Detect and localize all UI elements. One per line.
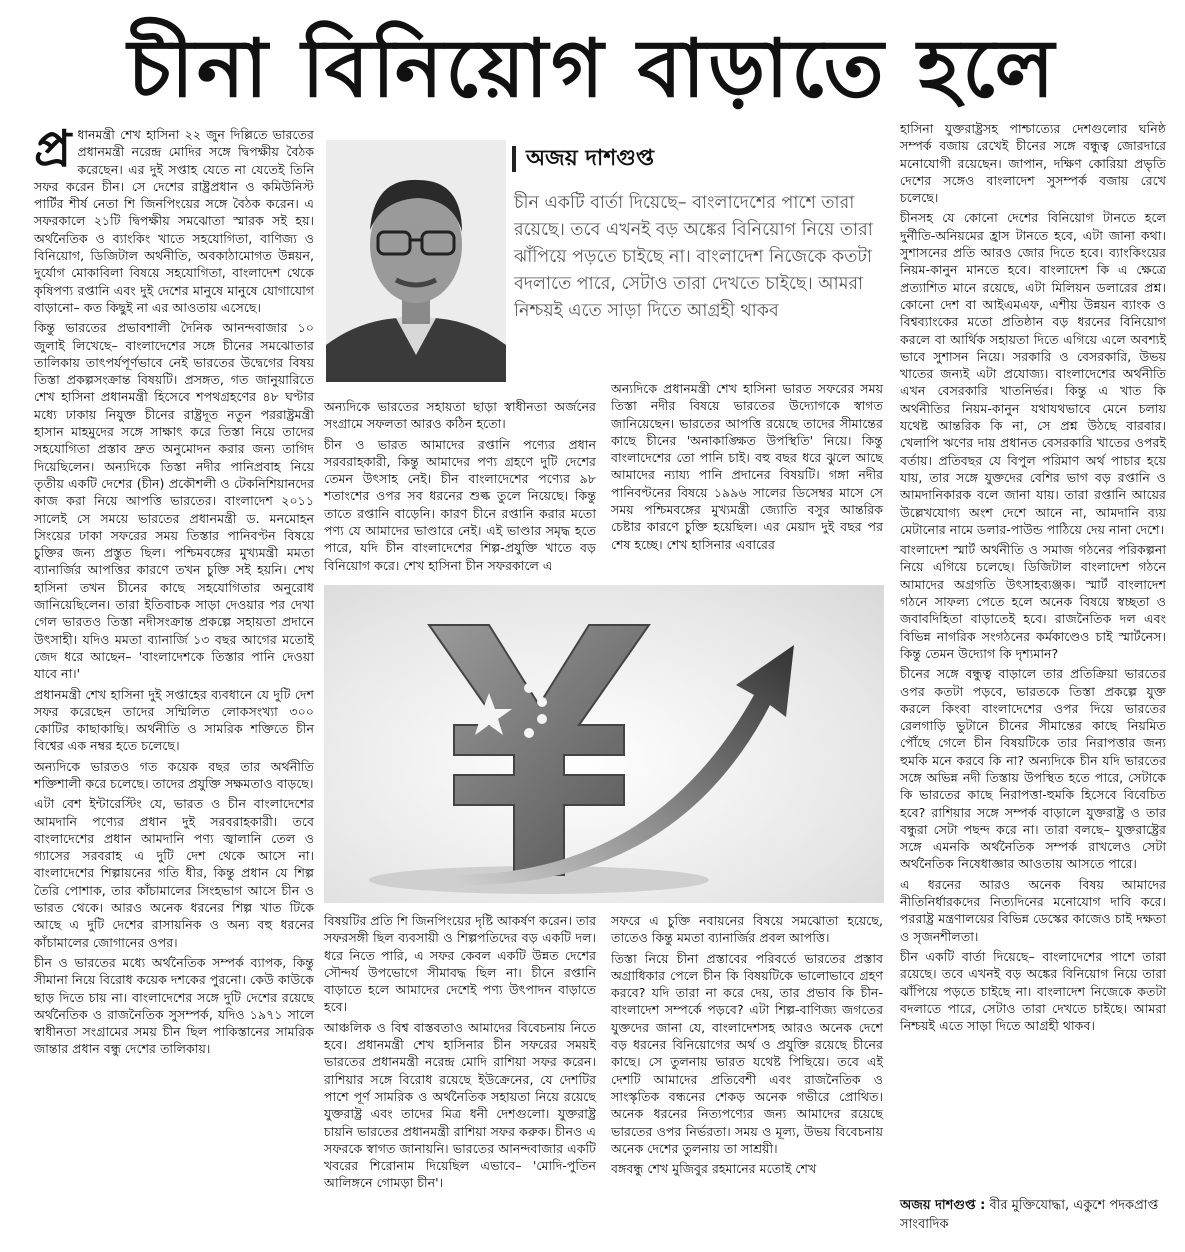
paragraph: চীন ও ভারত আমাদের রপ্তানি পণ্যের প্রধান সরবরাহকারী, কিন্তু আমাদের পণ্য গ্রহণে দুটি দেশের তেমন উৎসাহ নেই। চীন বাংলাদেশের পণ্যের ৯৮ শতাংশের ওপর সব ধরনের শুল্ক তুলে নিয়েছে। কিন্তু তাতে রপ্তানি বাড়েনি। কারণ চীনে রপ্তানি করার মতো পণ্য যে আমাদের ভাণ্ডারে নেই। এই ভাণ্ডার সমৃদ্ধ হতে পারে, যদি চীন বাংলাদেশের শিল্প-প্রযুক্তি খাতে বড় বিনিয়োগ করে। শেখ হাসিনা চীন সফরকালে এ bbox=[324, 436, 596, 573]
column-3-lower bbox=[611, 912, 883, 1180]
bio-text: বীর মুক্তিযোদ্ধা, একুশে পদকপ্রাপ্ত সাংবাদিক bbox=[900, 1198, 1159, 1232]
paragraph: হাসিনা যুক্তরাষ্ট্রসহ পাশ্চাত্যের দেশগুলোর ঘনিষ্ঠ সম্পর্ক বজায় রেখেই চীনের সঙ্গে বন্ধুত্ব জোরদারে মনোযোগী রয়েছেন। জাপান, দক্ষিণ কোরিয়া প্রভৃতি দেশের সঙ্গেও বাংলাদেশ সুসম্পর্ক বজায় রেখে চলেছে। bbox=[900, 121, 1166, 206]
paragraph: বিষয়টির প্রতি শি জিনপিংয়ের দৃষ্টি আকর্ষণ করেন। তার সফরসঙ্গী ছিল ব্যবসায়ী ও শিল্পপতিদের বড় একটি দল। ধরে নিতে পারি, এ সফর কেবল একটি উন্নত দেশের সৌন্দর্য উপভোগে সীমাবদ্ধ ছিল না। চীনে রপ্তানি বাড়াতে হলে আমাদের দেশেই পণ্য উৎপাদন বাড়াতে হবে। bbox=[324, 913, 596, 1015]
drop-cap: প্র bbox=[34, 119, 72, 178]
pull-quote: চীন একটি বার্তা দিয়েছে– বাংলাদেশের পাশে তারা রয়েছে। তবে এখনই বড় অঙ্কের বিনিয়োগ নিয়ে তারা ঝাঁপিয়ে পড়তে চাইছে না। বাংলাদেশ নিজেকে কতটা বদলাতে পারে, সেটাও তারা দেখতে চাইছে। আমরা নিশ্চয়ই এতে সাড়া দিতে আগ্রহী থাকব bbox=[514, 193, 873, 321]
paragraph: প্র ধানমন্ত্রী শেখ হাসিনা ২২ জুন দিল্লিতে ভারতের প্রধানমন্ত্রী নরেন্দ্র মোদির সঙ্গে দ্বিপক্ষীয় বৈঠক করেছেন। এর দুই সপ্তাহ যেতে না যেতেই তিনি সফর করেন চীন। সে দেশের রাষ্ট্রপ্রধান ও কমিউনিস্ট পার্টির শীর্ষ নেতা শি জিনপিংয়ের সঙ্গে বৈঠক করেন। এ সফরকালে ২১টি দ্বিপক্ষীয় সমঝোতা স্মারক সই হয়। অর্থনৈতিক ও ব্যাংকিং খাতে সহযোগিতা, বাণিজ্য ও বিনিয়োগ, ডিজিটাল অর্থনীতি, অবকাঠামোগত উন্নয়ন, দুর্যোগ মোকাবিলা বিষয়ে সহযোগিতা, বাংলাদেশ থেকে কৃষিপণ্য রপ্তানি এবং দুই দেশের মানুষে মানুষে যোগাযোগ বাড়ানো– কত কিছুই না এর আওতায় এসেছে। bbox=[34, 119, 314, 315]
paragraph: অন্যদিকে প্রধানমন্ত্রী শেখ হাসিনা ভারত সফরের সময় তিস্তা নদীর বিষয়ে ভারতের উদ্যোগকে স্বাগত জানিয়েছেন। ভারতের আপত্তি রয়েছে তাদের সীমান্তের কাছে চীনের 'অনাকাঙ্ক্ষিত উপস্থিতি' নিয়ে। কিন্তু বাংলাদেশের তো পানি চাই। বহু বছর ধরে ঝুলে আছে আমাদের ন্যায্য পানি প্রদানের বিষয়টি। গঙ্গা নদীর পানিবণ্টনের বিষয়ে ১৯৯৬ সালের ডিসেম্বর মাসে সে সময় পশ্চিমবঙ্গের মুখ্যমন্ত্রী জ্যোতি বসুর আন্তরিক চেষ্টার কারণে চুক্তি হয়েছিল। এর মেয়াদ দুই বছর পর শেষ হচ্ছে। শেখ হাসিনার এবারের bbox=[611, 381, 883, 552]
paragraph: চীন একটি বার্তা দিয়েছে– বাংলাদেশের পাশে তারা রয়েছে। তবে এখনই বড় অঙ্কের বিনিয়োগ নিয়ে তারা ঝাঁপিয়ে পড়তে চাইছে না। বাংলাদেশ নিজেকে কতটা বদলাতে পারে, সেটাও তারা দেখতে চাইছে। আমরা নিশ্চয়ই এতে সাড়া দিতে আগ্রহী থাকব। bbox=[900, 948, 1166, 1034]
paragraph: চীনসহ যে কোনো দেশের বিনিয়োগ টানতে হলে দুর্নীতি-অনিয়মের হ্রাস টানতে হবে, এটা জানা কথা। সুশাসনের প্রতি আরও জোর দিতে হবে। ব্যাংকিংয়ের নিয়ম-কানুন মানতে হবে। বাংলাদেশ কি এ ক্ষেত্রে প্রত্যাশিত মানে রয়েছে, এটা মিলিয়ন ডলারের প্রশ্ন। কোনো দেশ বা আইএমএফ, এশীয় উন্নয়ন ব্যাংক ও বিশ্বব্যাংকের মতো প্রতিষ্ঠান বড় ধরনের বিনিয়োগ করলে বা আর্থিক সহায়তা দিতে এগিয়ে এলে অবশ্যই ভাবে সুশাসন নিয়ে। সরকারি ও বেসরকারি, উভয় খাতের জন্যই এটা প্রযোজ্য। বাংলাদেশের অর্থনীতি এখন বেসরকারি খাতনির্ভর। কিন্তু এ খাত কি অর্থনীতির নিয়ম-কানুন যথাযথভাবে মেনে চলায় যথেষ্ট আন্তরিক কি না, সে প্রশ্ন উঠছে বারবার। খেলাপি ঋণের দায় প্রধানত বেসরকারি খাতের ওপরই বর্তায়। প্রতিবছর যে বিপুল পরিমাণ অর্থ পাচার হয়ে যায়, তার সঙ্গে যুক্তদের বেশির ভাগ বড় রপ্তানি ও আমদানিকারক বলে জানা যায়। তারা রপ্তানি আয়ের উল্লেখযোগ্য অংশ দেশে আনে না, আমদানি ব্যয় মেটানোর নামে ডলার-পাউন্ড পাঠিয়ে দেয় নানা দেশে। bbox=[900, 210, 1166, 537]
paragraph: বাংলাদেশ স্মার্ট অর্থনীতি ও সমাজ গঠনের পরিকল্পনা নিয়ে এগিয়ে চলেছে। ডিজিটাল বাংলাদেশ গঠনে আমাদের অগ্রগতি উৎসাহব্যঞ্জক। স্মার্ট বাংলাদেশ গঠনে সাফল্য পেতে হলে অনেক বিষয়ে স্বচ্ছতা ও জবাবদিহিতা বাড়াতেই হবে। রাজনৈতিক দল এবং বিভিন্ন নাগরিক সংগঠনের কর্মকাণ্ডেও চাই স্মার্টনেস। কিন্তু তেমন উদ্যোগ কি দৃশ্যমান? bbox=[900, 542, 1166, 661]
column-3 bbox=[611, 380, 883, 556]
paragraph: চীন ও ভারতের মধ্যে অর্থনৈতিক সম্পর্ক ব্যাপক, কিন্তু সীমানা নিয়ে বিরোধ কয়েক দশকের পুরনো। কেউ কাউকে ছাড় দিতে চায় না। বাংলাদেশের সঙ্গে দুটি দেশের রয়েছে অর্থনৈতিক ও রাজনৈতিক সুসম্পর্ক, যদিও ১৯৭১ সালে স্বাধীনতা সংগ্রামের সময় চীন ছিল পাকিস্তানের সামরিক জান্তার প্রধান বন্ধু দেশের তালিকায়। bbox=[34, 954, 314, 1057]
paragraph: অন্যদিকে ভারতও গত কয়েক বছর তার অর্থনীতি শক্তিশালী করে চলেছে। তাদের প্রযুক্তি সক্ষমতাও বাড়ছে। bbox=[34, 758, 314, 791]
paragraph: কিন্তু ভারতের প্রভাবশালী দৈনিক আনন্দবাজার ১০ জুলাই লিখেছে– বাংলাদেশের সঙ্গে চীনের সমঝোতার তালিকায় তাৎপর্যপূর্ণভাবে নেই ভারতের উদ্বেগের বিষয় তিস্তা প্রকল্পসংক্রান্ত বিষয়টি। প্রসঙ্গত, গত জানুয়ারিতে শেখ হাসিনা প্রধানমন্ত্রী হিসেবে শপথগ্রহণের ৪৮ ঘণ্টার মধ্যে ঢাকায় নিযুক্ত চীনের রাষ্ট্রদূত নতুন পররাষ্ট্রমন্ত্রী হাসান মাহমুদের সঙ্গে সাক্ষাৎ করে তিস্তা নিয়ে তাদের সহযোগিতা প্রস্তাব দ্রুত অনুমোদন করার জন্য তাগিদ দিয়েছিলেন। অন্যদিকে তিস্তা নদীর পানিপ্রবাহ নিয়ে তৃতীয় একটি দেশের (চীন) প্রকৌশলী ও টেকনিশিয়ানদের কাজ করা নিয়ে আপত্তি ভারতের। বাংলাদেশ ২০১১ সালেই সে সময়ে ভারতের প্রধানমন্ত্রী ড. মনমোহন সিংয়ের ঢাকা সফরের সময় তিস্তার পানিবণ্টন বিষয়ে চুক্তির জন্য প্রস্তুত ছিল। পশ্চিমবঙ্গের মুখ্যমন্ত্রী মমতা ব্যানার্জির আপত্তির কারণে তখন চুক্তি সই হয়নি। শেখ হাসিনা তখন চীনের কাছে সহযোগিতার অনুরোধ জানিয়েছিলেন। তারা ইতিবাচক সাড়া দেওয়ার পর দেখা গেল ভারতও তিস্তা নদীসংক্রান্ত প্রকল্পে সহায়তা প্রদানে উৎসাহী। যদিও মমতা ব্যানার্জি ১৩ বছর আগের মতোই জেদ ধরে আছেন– 'বাংলাদেশকে তিস্তার পানি দেওয়া যাবে না।' bbox=[34, 320, 314, 682]
yuan-growth-illustration bbox=[324, 585, 884, 903]
paragraph: চীনের সঙ্গে বন্ধুত্ব বাড়ালে তার প্রতিক্রিয়া ভারতের ওপর কতটা পড়বে, ভারতকে তিস্তা প্রকল্পে যুক্ত করলে কিংবা বাংলাদেশের ওপর দিয়ে ভারতের রেলগাড়ি ভুটানে চীনের সীমান্তের কাছে নিয়মিত পৌঁছে গেলে চীন বিষয়টিকে তার নিরাপত্তার জন্য হুমকি মনে করবে কি না? অন্যদিকে চীন যদি ভারতের সঙ্গে অভিন্ন নদী তিস্তায় উপস্থিত হতে পারে, সেটাকে কি ভারতের কাছে নিরাপত্তা-হুমকি হিসেবে বিবেচিত হবে? রাশিয়ার সঙ্গে সম্পর্ক বাড়ালে যুক্তরাষ্ট্র ও তার বন্ধুরা সেটা পছন্দ করে না। তারা বলছে– যুক্তরাষ্ট্রের সঙ্গে এমনকি অর্থনৈতিক সম্পর্ক রাখলেও সেটা অর্থনৈতিক নিষেধাজ্ঞার আওতায় আসতে পারে। bbox=[900, 666, 1166, 872]
column-2-lower bbox=[324, 912, 596, 1195]
author-photo bbox=[326, 140, 506, 382]
paragraph: আঞ্চলিক ও বিশ্ব বাস্তবতাও আমাদের বিবেচনায় নিতে হবে। প্রধানমন্ত্রী শেখ হাসিনার চীন সফরের সময়ই ভারতের প্রধানমন্ত্রী নরেন্দ্র মোদি রাশিয়া সফর করেন। রাশিয়ার সঙ্গে বিরোধ রয়েছে ইউক্রেনের, যে দেশটির পাশে পূর্ণ সামরিক ও অর্থনৈতিক সহায়তা নিয়ে রয়েছে যুক্তরাষ্ট্র এবং তাদের মিত্র ধনী দেশগুলো। যুক্তরাষ্ট্র চায়নি ভারতের প্রধানমন্ত্রী রাশিয়া সফর করুক। চীনও এ সফরকে স্বাগত জানায়নি। ভারতের আনন্দবাজার একটি খবরের শিরোনাম দিয়েছিল এভাবে– 'মোদি-পুতিন আলিঙ্গনে গোমড়া চীন'। bbox=[324, 1019, 596, 1191]
paragraph: বঙ্গবন্ধু শেখ মুজিবুর রহমানের মতোই শেখ bbox=[611, 1161, 817, 1177]
column-4 bbox=[900, 120, 1166, 1037]
headline: চীনা বিনিয়োগ বাড়াতে হলে bbox=[127, 21, 1058, 115]
bio-name: অজয় দাশগুপ্ত : bbox=[900, 1198, 986, 1213]
paragraph: সফরে এ চুক্তি নবায়নের বিষয়ে সমঝোতা হয়েছে, তাতেও কিন্তু মমতা ব্যানার্জির প্রবল আপত্তি। bbox=[611, 913, 883, 946]
paragraph: তিস্তা নিয়ে চীনা প্রস্তাবের পরিবর্তে ভারতের প্রস্তাব অগ্রাধিকার পেলে চীন কি বিষয়টিকে ভালোভাবে গ্রহণ করবে? যদি তারা না করে দেয়, তার প্রভাব কি চীন-বাংলাদেশ সম্পর্কে পড়বে? এটা শিল্প-বাণিজ্য জগতের যুক্তদের জানা যে, বাংলাদেশসহ আরও অনেক দেশে বড় ধরনের বিনিয়োগের অর্থ ও প্রযুক্তি রয়েছে চীনের কাছে। সে তুলনায় ভারত যথেষ্ট পিছিয়ে। তবে এই দেশটি আমাদের প্রতিবেশী এবং রাজনৈতিক ও সাংস্কৃতিক বন্ধনের শেকড় অনেক গভীরে প্রোথিত। অনেক ধরনের নিত্যপণ্যের জন্য আমাদের রয়েছে ভারতের ওপর নির্ভরতা। সময় ও মূল্য, উভয় বিবেচনায় অনেক দেশের তুলনায় তা সাশ্রয়ী। bbox=[611, 950, 883, 1156]
column-2 bbox=[324, 398, 596, 577]
paragraph: অন্যদিকে ভারতের সহায়তা ছাড়া স্বাধীনতা অর্জনের সংগ্রামে সফলতা আরও কঠিন হতো। bbox=[324, 399, 596, 432]
author-byline: অজয় দাশগুপ্ত bbox=[512, 146, 654, 172]
paragraph: এ ধরনের আরও অনেক বিষয় আমাদের নীতিনির্ধারকদের নিত্যদিনের মনোযোগ দাবি করে। পররাষ্ট্র মন্ত্রণালয়ের বিভিন্ন ডেস্কের কাজেও চাই দক্ষতা ও সৃজনশীলতা। bbox=[900, 876, 1166, 944]
author-bio bbox=[900, 1196, 1166, 1234]
column-1 bbox=[34, 119, 314, 1061]
paragraph: প্রধানমন্ত্রী শেখ হাসিনা দুই সপ্তাহের ব্যবধানে যে দুটি দেশ সফর করেছেন তাদের সম্মিলিত লোকসংখ্যা ৩০০ কোটির কাছাকাছি। অর্থনীতি ও সামরিক শক্তিতে চীন বিশ্বের এক নম্বর হতে চলেছে। bbox=[34, 686, 314, 754]
paragraph: এটা বেশ ইন্টারেস্টিং যে, ভারত ও চীন বাংলাদেশের আমদানি পণ্যের প্রধান দুই সরবরাহকারী। তবে বাংলাদেশের প্রধান আমদানি পণ্য জ্বালানি তেল ও গ্যাসের সরবরাহ এ দুটি দেশ থেকে আসে না। বাংলাদেশের শিল্পায়নের গতি ধীর, কিন্তু প্রধান যে শিল্প তৈরি পোশাক, তার কাঁচামালের সিংহভাগ আসে চীন ও ভারত থেকে। আরও অনেক ধরনের শিল্প খাত টিকে আছে এ দুটি দেশের রাসায়নিক ও অন্য বহু ধরনের কাঁচামালের জোগানের ওপর। bbox=[34, 796, 314, 950]
